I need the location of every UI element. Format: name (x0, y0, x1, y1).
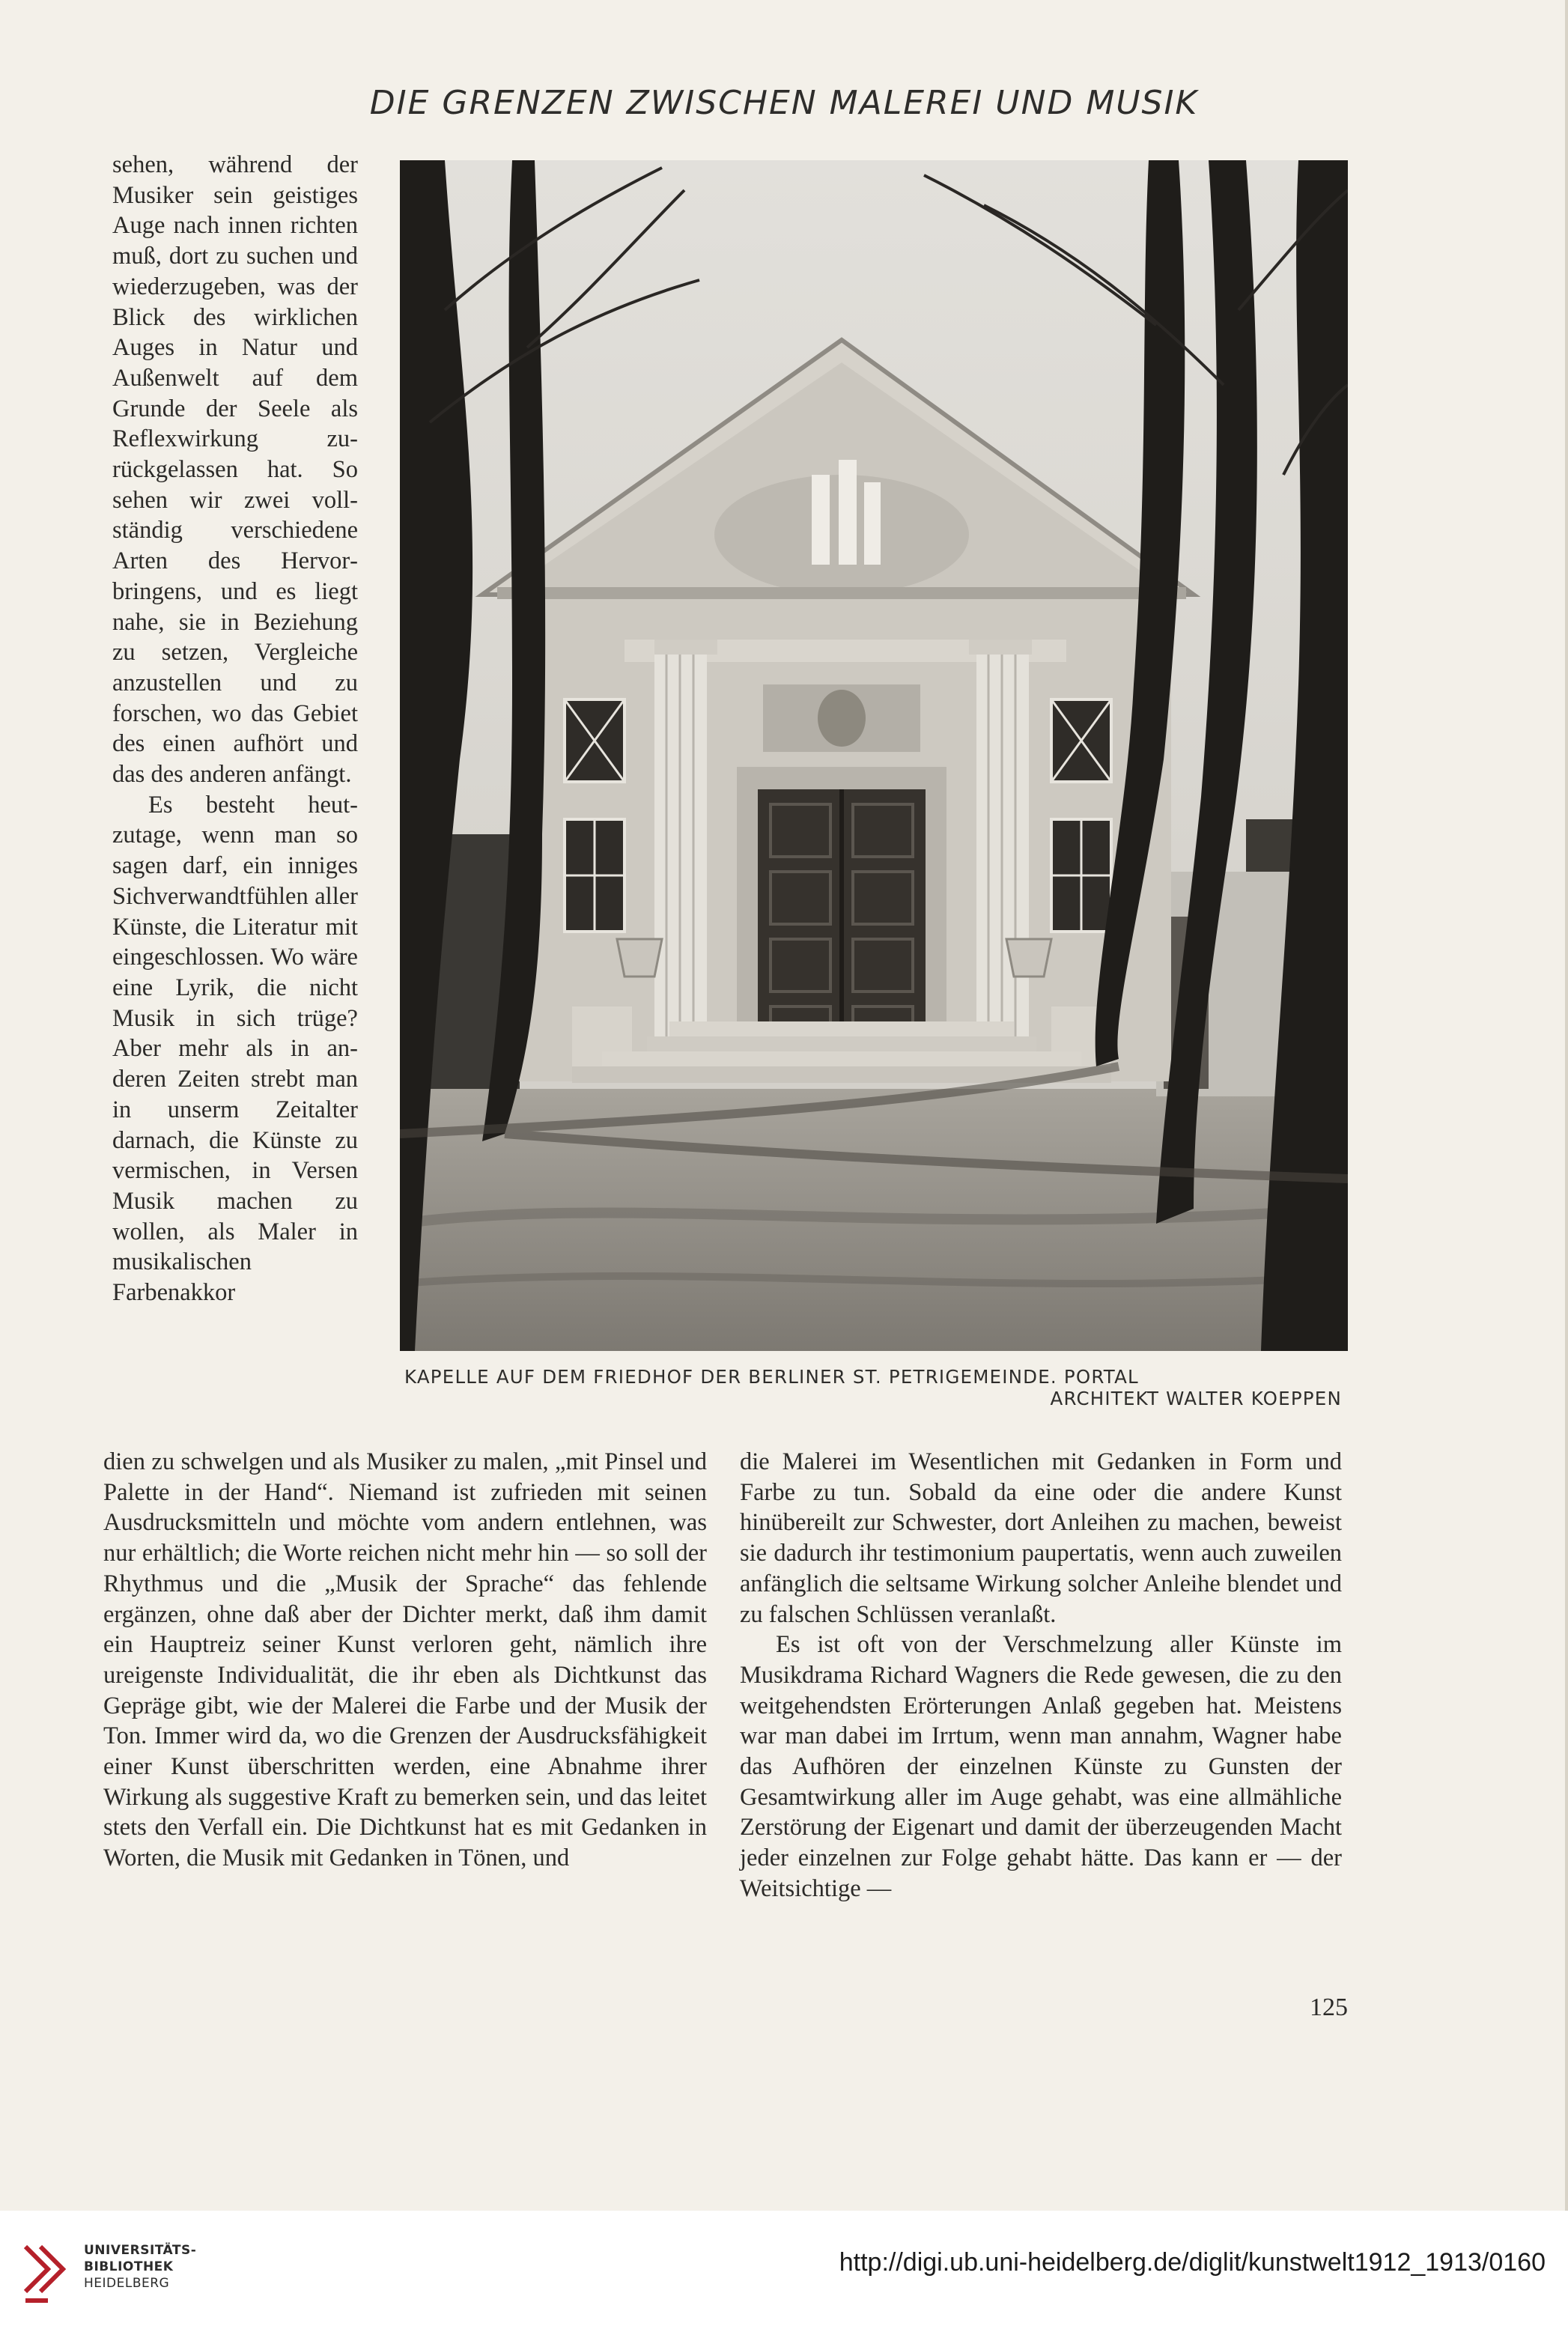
caption-title: KAPELLE AUF DEM FRIEDHOF DER BERLINER ST. PETRIGEMEINDE. PORTAL (404, 1366, 1139, 1388)
right-text-column (740, 1447, 1342, 1904)
library-name-line: BIBLIOTHEK (84, 2259, 174, 2274)
chapel-photograph (400, 160, 1348, 1351)
paragraph: Es besteht heutzutage, wenn man so sagen darf, ein inniges Sichverwandtfühlen aller Künste, die Literatur mit eingeschlossen. Wo wäre eine Lyrik, die nicht Musik in sich trüge? Aber mehr als in anderen Zeiten strebt man in unserm Zeitalter darnach, die Künste zu vermischen, in Versen Musik machen zu wollen, als Maler in musikalischen Farbenakkor (112, 791, 358, 1307)
library-name-line: HEIDELBERG (84, 2276, 170, 2291)
page-number: 125 (1310, 1994, 1348, 2021)
university-library-logo-icon (18, 2239, 73, 2308)
chapel-photo-drawing (400, 160, 1348, 1351)
library-name (84, 2242, 196, 2292)
narrow-text-column (112, 150, 358, 1308)
digitization-footer (0, 2211, 1568, 2335)
page-edge (1565, 0, 1568, 2217)
left-text-column (103, 1447, 707, 1874)
source-url-link[interactable]: http://digi.ub.uni-heidelberg.de/diglit/kunstwelt1912_1913/0160 (839, 2248, 1546, 2277)
library-name-line: UNIVERSITÄTS- (84, 2243, 197, 2258)
paragraph: Es ist oft von der Verschmelzung aller Künste im Musikdrama Richard Wagners die Rede gewesen, die zu den weitgehendsten Erörterungen Anlaß gegeben hat. Meistens war man dabei im Irrtum, wenn man annahm, Wagner habe das Aufhören der einzelnen Künste zu Gunsten der Gesamtwirkung aller im Auge gehabt, was eine allmähliche Zerstörung der Eigenart und damit der überzeugenden Macht jeder einzelnen zur Folge gehabt hätte. Das kann er — der Weitsichtige — (740, 1631, 1342, 1902)
caption-architect: ARCHITEKT WALTER KOEPPEN (1050, 1388, 1342, 1409)
photo-caption (404, 1366, 1342, 1409)
paragraph: dien zu schwelgen und als Musiker zu malen, „mit Pinsel und Palette in der Hand“. Niemand ist zufrieden mit seinen Ausdrucksmitteln und möchte vom andern entlehnen, was nur erhältlich; die Worte reichen nicht mehr hin — so soll der Rhythmus und die „Musik der Sprache“ das fehlende ergänzen, ohne daß aber der Dichter merkt, daß ihm damit ein Hauptreiz seiner Kunst verloren geht, nämlich ihre ureigenste Individualität, die ihr eben als Dichtkunst das Gepräge gibt, wie der Malerei die Farbe und der Musik der Ton. Immer wird da, wo die Grenzen der Ausdrucksfähigkeit einer Kunst überschritten werden, eine Abnahme ihrer Wirkung als suggestive Kraft zu bemerken sein, und das leitet stets den Verfall ein. Die Dichtkunst hat es mit Gedanken in Worten, die Musik mit Gedanken in Tönen, und (103, 1448, 707, 1872)
paragraph: die Malerei im Wesentlichen mit Gedanken in Form und Farbe zu tun. Sobald da eine oder die andere Kunst hinübereilt zur Schwester, dort Anleihen zu machen, beweist sie dadurch ihr testimonium paupertatis, wenn auch zuweilen anfänglich die seltsame Wirkung solcher Anleihe blendet und zu falschen Schlüssen veranlaßt. (740, 1448, 1342, 1628)
running-head: DIE GRENZEN ZWISCHEN MALEREI UND MUSIK (369, 84, 1199, 122)
paragraph: sehen, während der Musiker sein geistiges Auge nach innen richten muß, dort zu suchen und wiederzugeben, was der Blick des wirklichen Auges in Natur und Außenwelt auf dem Grunde der Seele als Reflexwirkung zurückgelassen hat. So sehen wir zwei vollständig verschiedene Arten des Hervorbringens, und es liegt nahe, sie in Beziehung zu setzen, Vergleiche anzustellen und zu forschen, wo das Gebiet des einen aufhört und das des anderen anfängt. (112, 151, 358, 789)
